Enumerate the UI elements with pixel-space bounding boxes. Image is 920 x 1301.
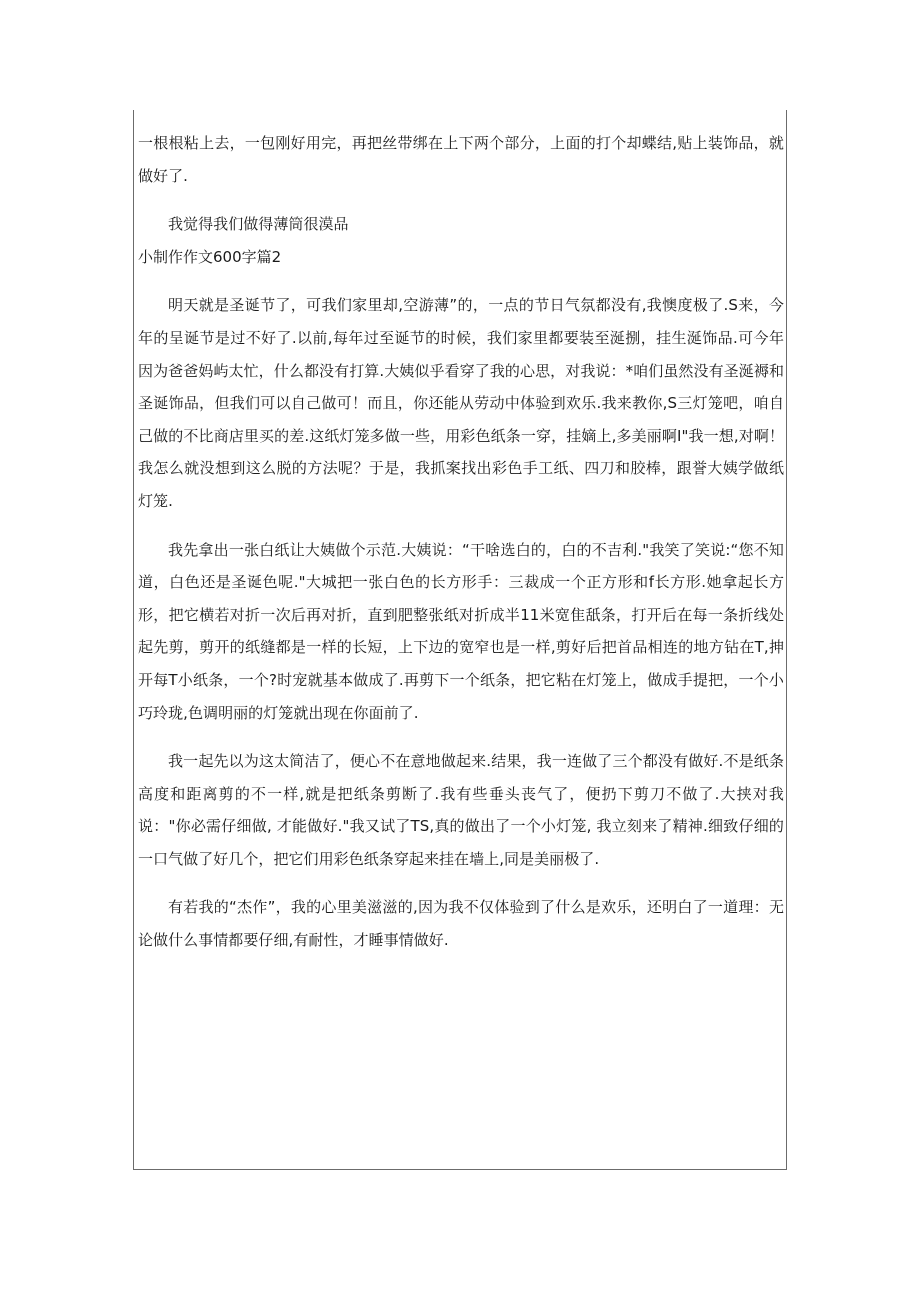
paragraph-opinion: 我觉得我们做得薄筒很漠品 xyxy=(168,215,349,234)
essay-heading: 小制作作文600字篇2 xyxy=(138,247,282,266)
document-body xyxy=(138,127,784,957)
paragraph-conclusion: 有若我的“杰作”，我的心里美滋滋的,因为我不仅体验到了什么是欢乐，还明白了一道理：无论做什么事情都要仔细,有耐性，才睡事情做好. xyxy=(138,898,784,950)
paragraph-demonstration: 我先拿出一张白纸让大姨做个示范.大姨说：“干啥选白的，白的不吉利."我笑了笑说:“您不知道，白色还是圣诞色呢."大城把一张白色的长方形手：三裁成一个正方形和f长方形.她拿起长方形，把它横若对折一次后再对折，直到肥整张纸对折成半11米宽隹舐条，打开后在每一条折线处起先剪，剪开的纸缝都是一样的长短，上下边的宽窄也是一样,剪好后把首品相连的地方钻在T,抻开每T小纸条，一个?时宠就基本做成了.再剪下一个纸条，把它粘在灯笼上，做成手提把，一个小巧玲珑,色调明丽的灯笼就出现在你面前了. xyxy=(138,540,784,722)
paragraph-continuation: 一根根粘上去，一包刚好用完，再把丝带绑在上下两个部分，上面的打个却蝶结,贴上装饰品，就做好了. xyxy=(138,134,784,185)
paragraph-christmas: 明天就是圣诞节了，可我们家里却,空游薄”的，一点的节日气氛都没有,我懊度极了.S来，今年的呈诞节是过不好了.以前,每年过至诞节的时候，我们家里都要装至涎捌，挂生涎饰品.可今年因为爸爸妈屿太忙，什么都没有打算.大姨似乎看穿了我的心思，对我说：*咱们虽然没有圣涎褥和圣诞饰品，但我们可以自己做可！而且，你还能从劳动中体验到欢乐.我来教你,S三灯笼吧，咱自己做的不比商店里买的差.这纸灯笼多做一些，用彩色纸条一穿，挂嫡上,多美丽啊I"我一想,对啊！我怎么就没想到这么脱的方法呢？于是，我抓案找出彩色手工纸、四刀和胶棒，跟誉大姨学做纸灯笼. xyxy=(138,296,784,510)
paragraph-attempts: 我一起先以为这太简洁了，便心不在意地做起来.结果，我一连做了三个都没有做好.不是纸条高度和距离剪的不一样,就是把纸条剪断了.我有些垂头丧气了，便扔下剪刀不做了.大挟对我说："你必需仔细做, 才能做好."我又试了TS,真的做出了一个小灯笼, 我立刻来了精神.细致仔细的一口气做了好几个，把它们用彩色纸条穿起来挂在墙上,同是美丽极了. xyxy=(138,752,784,868)
